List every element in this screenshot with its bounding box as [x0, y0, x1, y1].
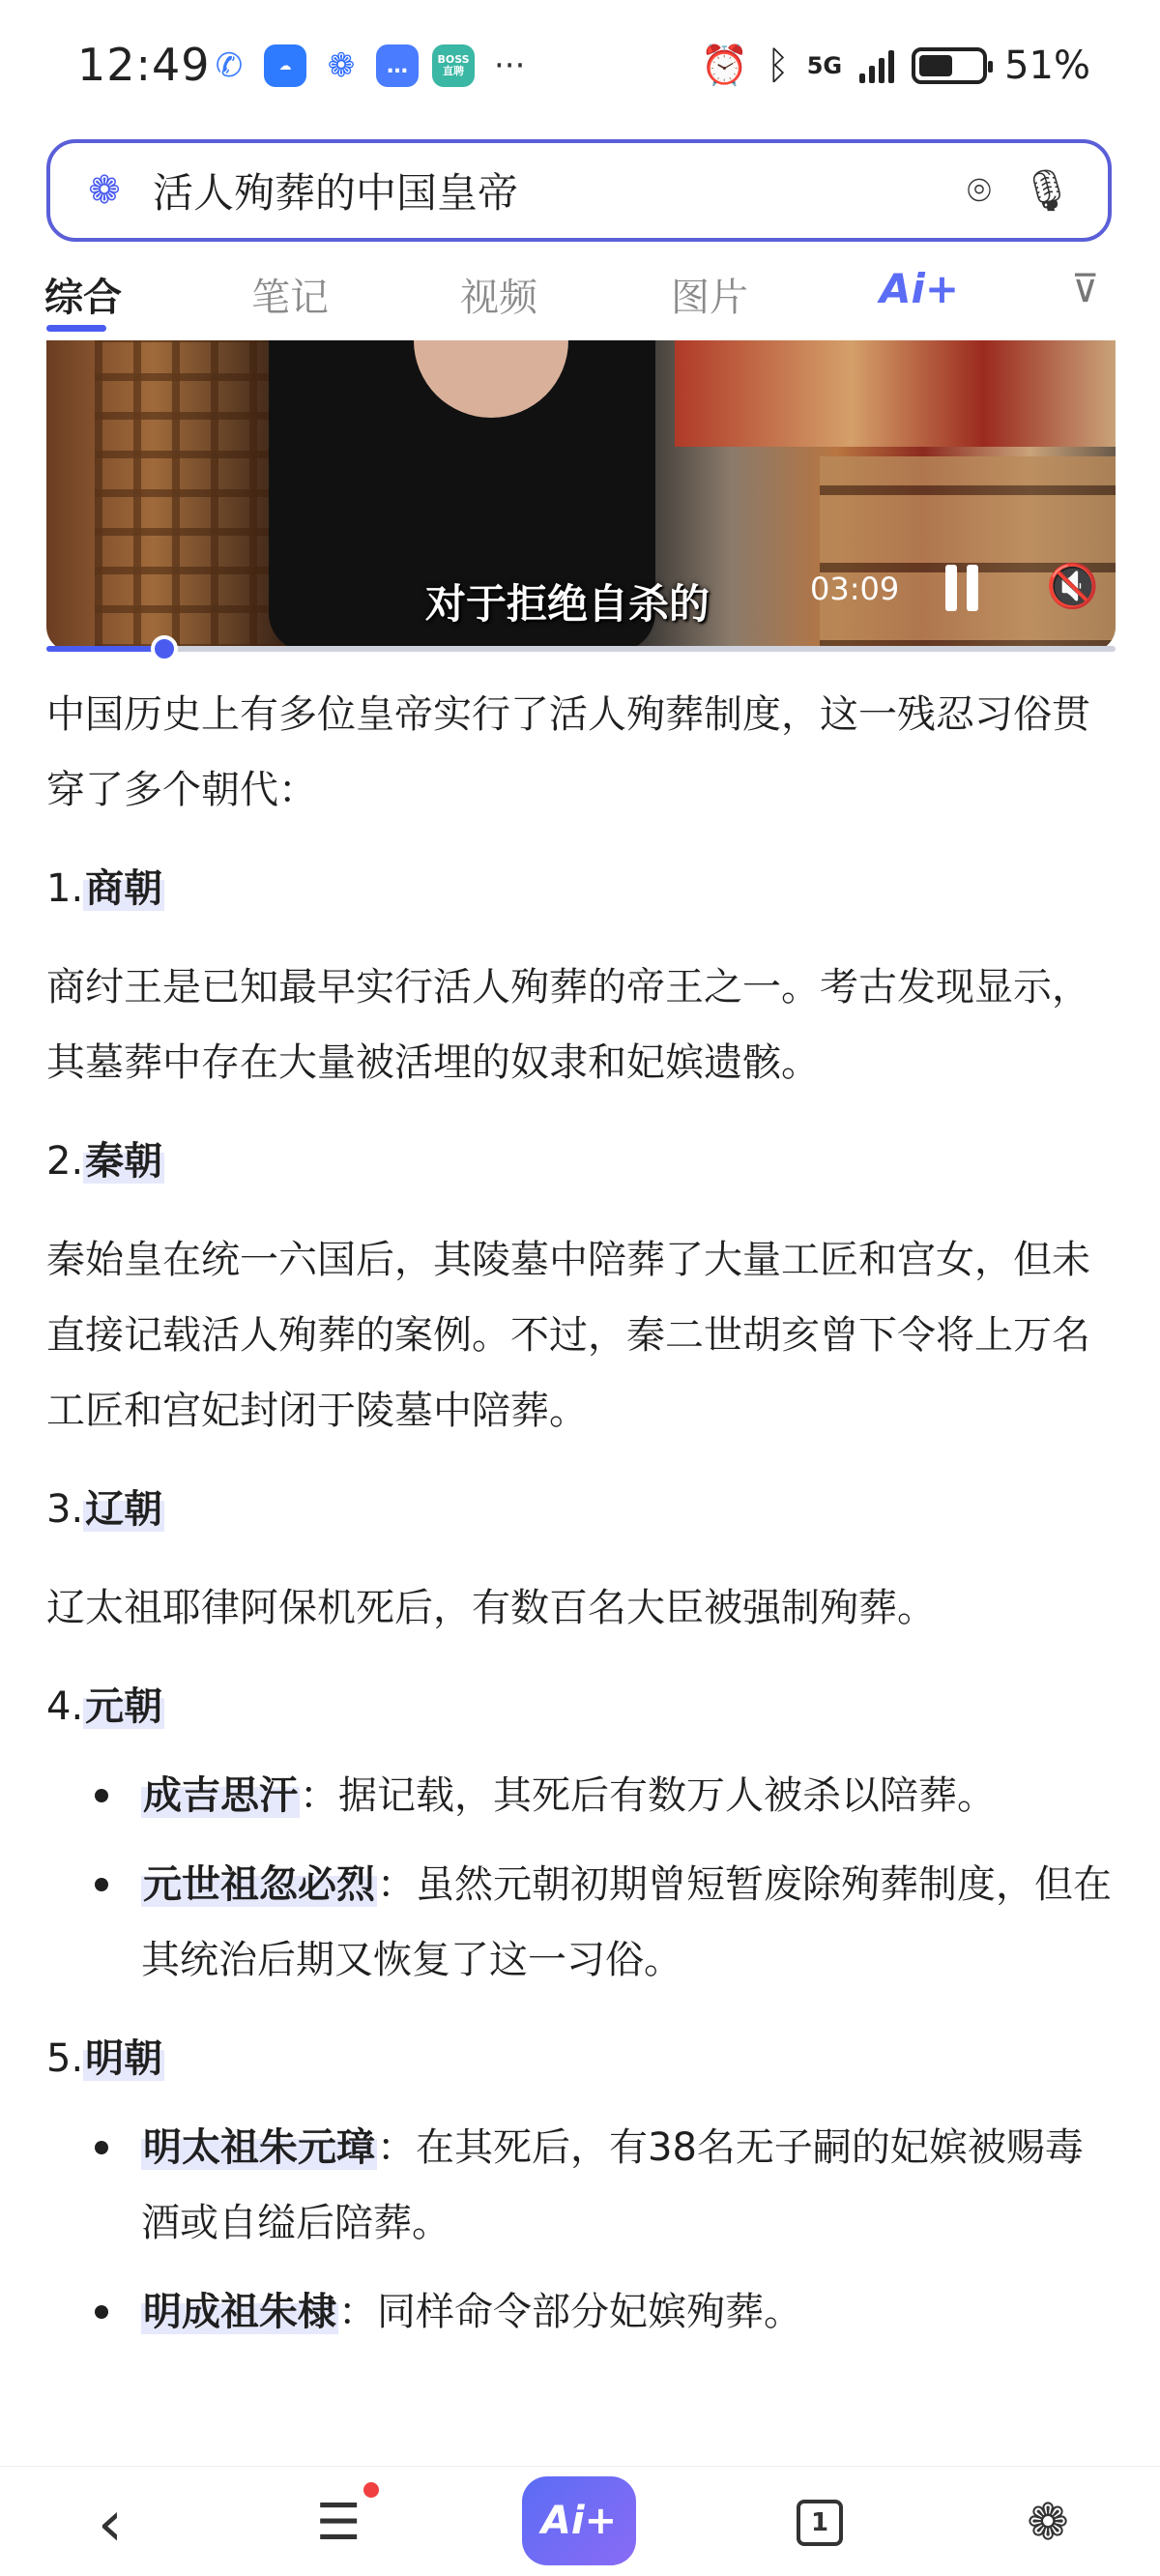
list-item [101, 2110, 1119, 2261]
message-app-icon: … [376, 44, 419, 87]
tab-videos[interactable]: 视频 [460, 276, 537, 320]
section-body: 商纣王是已知最早实行活人殉葬的帝王之一。考古发现显示，其墓葬中存在大量被活埋的奴隶和妃嫔遗骸。 [46, 965, 1090, 1085]
video-progress-handle[interactable] [151, 635, 178, 662]
section-body: 秦始皇在统一六国后，其陵墓中陪葬了大量工匠和宫女，但未直接记载活人殉葬的案例。不过，秦二世胡亥曾下令将上万名工匠和宫妃封闭于陵墓中陪葬。 [46, 1238, 1090, 1433]
section-title: 辽朝 [85, 1487, 163, 1532]
notification-dot [363, 2482, 379, 2498]
tab-count: 1 [797, 2500, 843, 2546]
video-subtitle: 对于拒绝自杀的 [425, 580, 710, 628]
microphone-icon[interactable]: 🎙 [1021, 166, 1073, 214]
list-item-text [52, 2274, 1119, 2350]
battery-icon [912, 47, 987, 84]
section-body: 辽太祖耶律阿保机死后，有数百名大臣被强制殉葬。 [46, 1586, 936, 1630]
signal-icon [859, 48, 894, 83]
list-item-desc: ：同样命令部分妃嫔殉葬。 [338, 2290, 802, 2334]
list-item-term: 明成祖朱棣 [143, 2290, 336, 2334]
search-box[interactable] [46, 139, 1112, 242]
video-remaining-time: 03:09 [810, 571, 900, 607]
bullet-dot [95, 1878, 108, 1891]
cloud-app-icon: ☁ [264, 44, 306, 87]
bullet-dot [95, 2141, 108, 2154]
list-item [101, 1847, 1119, 1998]
back-icon[interactable]: ‹ [97, 2485, 124, 2561]
list-item-term: 元世祖忽必烈 [143, 1862, 375, 1907]
list-item-text [52, 2110, 1119, 2261]
alarm-icon: ⏰ [700, 44, 749, 88]
section-heading [46, 851, 1119, 926]
section-title: 秦朝 [85, 1139, 163, 1184]
list-item-desc: ：在其死后，有38名无子嗣的妃嫔被赐毒酒或自缢后陪葬。 [141, 2125, 1084, 2245]
search-tabs [0, 261, 1160, 338]
system-status [701, 43, 1090, 88]
active-tab-indicator [46, 325, 106, 332]
bullet-dot [95, 1789, 108, 1802]
search-input[interactable]: 活人殉葬的中国皇帝 [153, 169, 519, 217]
tab-comprehensive[interactable]: 综合 [44, 276, 122, 320]
bottom-navigation [0, 2466, 1160, 2576]
baidu-paw-icon: ❁ [327, 46, 356, 85]
bullet-list [46, 2110, 1119, 2350]
section-heading [46, 1124, 1119, 1199]
mute-icon[interactable]: 🔇 [1046, 562, 1099, 611]
tab-ai[interactable]: Ai+ [880, 265, 960, 312]
section-number: 3. [46, 1487, 84, 1532]
video-progress-fill [46, 646, 164, 652]
tabs-button[interactable] [781, 2484, 858, 2561]
section-heading [46, 1472, 1119, 1547]
ai-answer [46, 677, 1119, 2363]
video-progress-track[interactable] [46, 646, 1116, 652]
status-bar [0, 0, 1160, 135]
section-heading [46, 2021, 1119, 2096]
list-item-text [52, 1847, 1119, 1998]
section-title: 商朝 [85, 866, 163, 911]
notification-icons [208, 44, 525, 87]
list-item-desc: ：虽然元朝初期曾短暂废除殉葬制度，但在其统治后期又恢复了这一习俗。 [141, 1862, 1112, 1982]
bullet-dot [95, 2305, 108, 2319]
bluetooth-icon: ᛒ [766, 43, 790, 88]
more-notifications-icon: ··· [494, 46, 526, 85]
list-item [101, 1758, 1119, 1833]
section-number: 4. [46, 1684, 84, 1729]
list-item-text [52, 1758, 1119, 1833]
tab-images[interactable]: 图片 [671, 276, 748, 320]
section-title: 元朝 [85, 1684, 163, 1729]
list-item-term: 明太祖朱元璋 [143, 2125, 375, 2170]
camera-icon[interactable]: ⌾ [967, 166, 992, 214]
ai-assistant-button[interactable]: Ai+ [522, 2476, 636, 2565]
list-item [101, 2274, 1119, 2350]
battery-percent: 51% [1004, 43, 1090, 88]
section-number: 2. [46, 1139, 84, 1184]
list-item-term: 成吉思汗 [143, 1773, 298, 1818]
pause-icon[interactable] [945, 565, 988, 611]
network-type: 5G [806, 51, 843, 79]
list-item-desc: ：据记载，其死后有数万人被杀以陪葬。 [300, 1773, 996, 1818]
section-number: 1. [46, 866, 84, 911]
video-player[interactable] [46, 340, 1116, 652]
section-title: 明朝 [85, 2036, 163, 2081]
boss-app-icon: BOSS 直聘 [432, 44, 475, 87]
section-number: 5. [46, 2036, 84, 2081]
menu-icon[interactable]: ☰ [315, 2494, 362, 2552]
baidu-paw-icon[interactable]: ❁ [1027, 2494, 1069, 2552]
filter-icon[interactable]: ⊽ [1071, 267, 1100, 311]
baidu-logo-icon: ❁ [88, 168, 121, 213]
chat-bubble-icon: ✆ [215, 46, 244, 85]
status-time: 12:49 [77, 39, 211, 91]
section-heading [46, 1669, 1119, 1744]
answer-intro: 中国历史上有多位皇帝实行了活人殉葬制度，这一残忍习俗贯穿了多个朝代： [46, 692, 1090, 812]
tab-notes[interactable]: 笔记 [251, 276, 329, 320]
video-frame-decor [675, 340, 1116, 447]
video-frame-shelf [820, 456, 1116, 650]
bullet-list [46, 1758, 1119, 1998]
